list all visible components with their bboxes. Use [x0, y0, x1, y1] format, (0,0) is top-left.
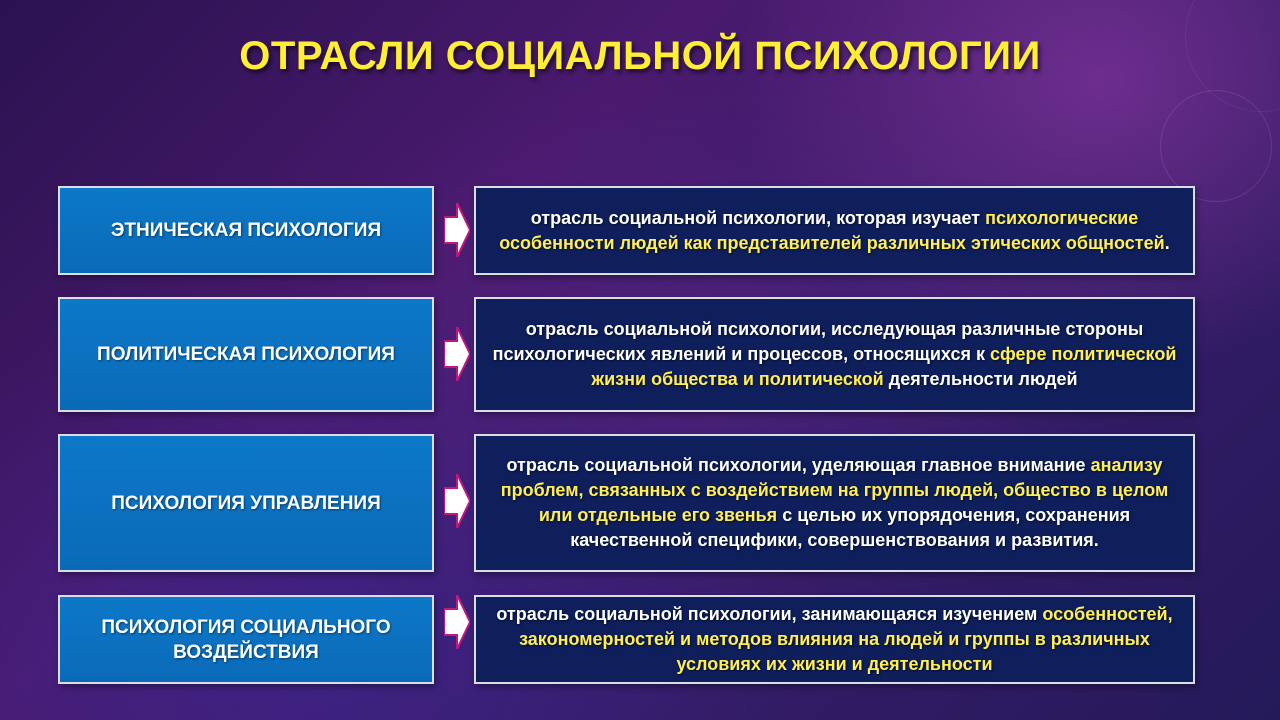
definition-text: отрасль социальной психологии, уделяющая главное внимание [506, 455, 1086, 475]
term-box-ethnic-psychology: ЭТНИЧЕСКАЯ ПСИХОЛОГИЯ [58, 186, 434, 275]
definition-box-ethnic-psychology [474, 186, 1195, 275]
definition-text: отрасль социальной психологии, которая изучает [530, 207, 981, 228]
arrow-right-icon [444, 203, 470, 257]
branch-row-ethnic [58, 186, 1195, 275]
arrow-right-icon [444, 474, 470, 528]
definition-box-political-psychology [474, 297, 1195, 412]
definition-text: отрасль социальной психологии, исследующая различные стороны психологических явлений и процессов, относящихся к [492, 319, 1144, 364]
branch-row-social-influence [58, 595, 1195, 684]
definition-highlight: сфере политической жизни общества и политической [591, 344, 1177, 389]
arrow-right-icon [444, 595, 470, 649]
term-box-political-psychology: ПОЛИТИЧЕСКАЯ ПСИХОЛОГИЯ [58, 297, 434, 412]
definition-text-end: . [1164, 232, 1170, 253]
definition-highlight: психологические особенности людей как представителей различных этических общностей [499, 207, 1165, 253]
term-box-social-influence-psychology: ПСИХОЛОГИЯ СОЦИАЛЬНОГО ВОЗДЕЙСТВИЯ [58, 595, 434, 684]
definition-text-end: деятельности людей [888, 369, 1078, 389]
definition-text: отрасль социальной психологии, занимающаяся изучением [496, 604, 1038, 624]
definition-box-social-influence-psychology [474, 595, 1195, 684]
slide-title: ОТРАСЛИ СОЦИАЛЬНОЙ ПСИХОЛОГИИ [239, 34, 1041, 78]
definition-highlight: особенностей, закономерностей и методов влияния на людей и группы в различных условиях их жизни и деятельности [519, 604, 1173, 674]
arrow-right-icon [444, 327, 470, 381]
branch-row-political [58, 297, 1195, 412]
term-box-management-psychology: ПСИХОЛОГИЯ УПРАВЛЕНИЯ [58, 434, 434, 572]
definition-text-end: с целью их упорядочения, сохранения качественной специфики, совершенствования и развития. [570, 505, 1131, 550]
definition-highlight: анализу проблем, связанных с воздействием на группы людей, общество в целом или отдельные его звенья [500, 455, 1169, 525]
definition-box-management-psychology [474, 434, 1195, 572]
branch-row-management [58, 434, 1195, 572]
